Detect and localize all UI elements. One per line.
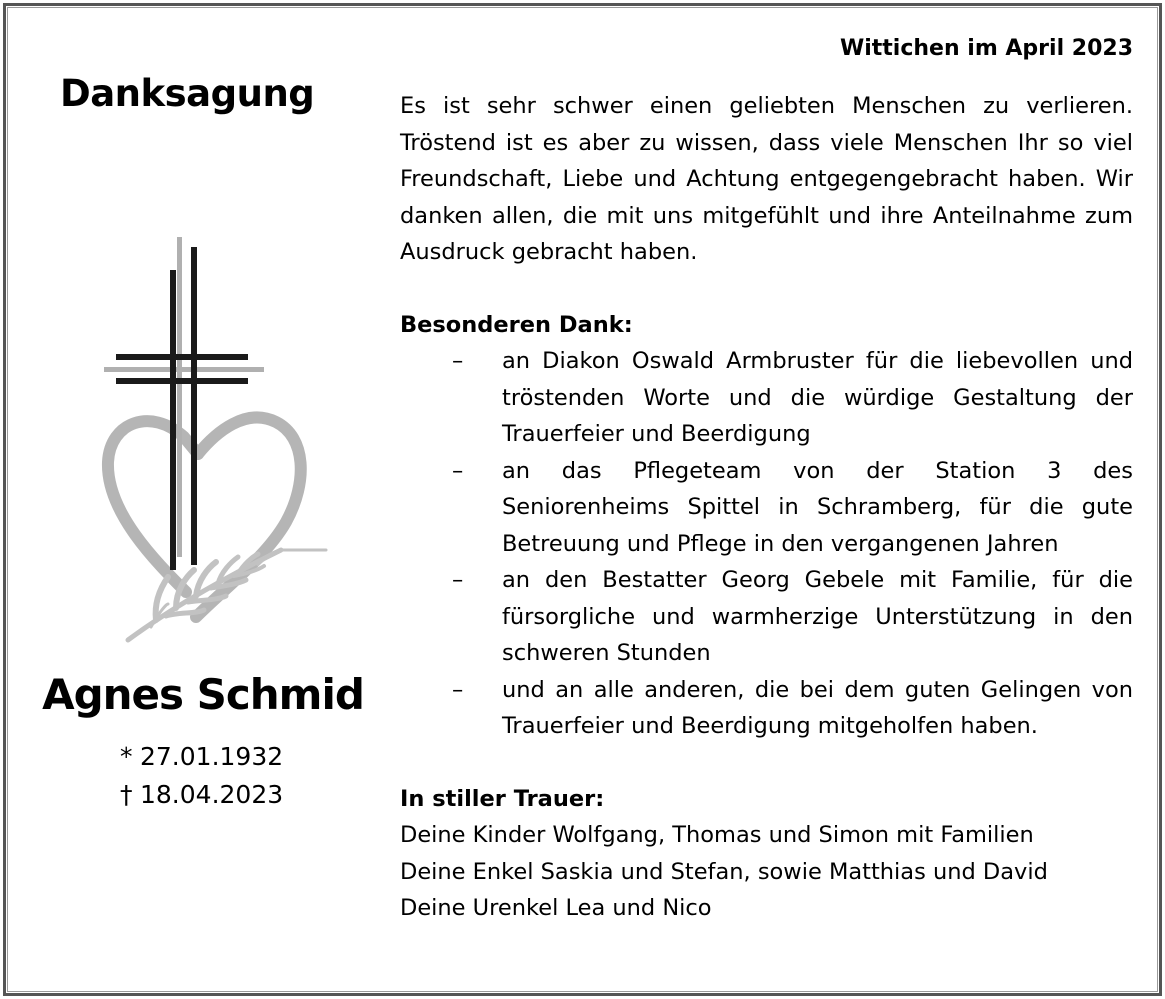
list-item-text: und an alle anderen, die bei dem guten Gelingen von Trauerfeier und Beerdigung mitgeholfen haben.	[502, 676, 1133, 739]
place-date: Wittichen im April 2023	[839, 36, 1133, 61]
death-symbol: †	[120, 780, 133, 809]
death-date: 18.04.2023	[140, 780, 284, 809]
cross-heart-palm-icon	[96, 232, 336, 652]
list-item-text: an Diakon Oswald Armbruster für die liebevollen und tröstenden Worte und die würdige Gestaltung der Trauerfeier und Beerdigung	[502, 348, 1133, 447]
dash-bullet: –	[452, 567, 464, 593]
dash-bullet: –	[452, 457, 464, 484]
list-item	[400, 453, 1133, 563]
life-dates	[120, 738, 283, 814]
birth-date-row	[120, 738, 283, 776]
heart-outline	[108, 421, 198, 592]
mourner-line-great-grandchildren: Deine Urenkel Lea und Nico	[400, 895, 712, 921]
page-title: Danksagung	[60, 72, 315, 115]
list-item-text: an das Pflegeteam von der Station 3 des Seniorenheims Spittel in Schramberg, für die gute Betreuung und Pflege in den vergangenen Jahren	[502, 457, 1133, 557]
cross-bar-vertical-left	[170, 270, 176, 570]
intro-paragraph: Es ist sehr schwer einen geliebten Menschen zu verlieren. Tröstend ist es aber zu wissen, dass viele Menschen Ihr so viel Freundschaft, Liebe und Achtung entgegengebracht haben. Wir danken allen, die mit uns mitgefühlt und ihre Anteilnahme zum Ausdruck gebracht haben.	[400, 93, 1133, 265]
list-item	[400, 343, 1133, 453]
mourner-line-grandchildren: Deine Enkel Saskia und Stefan, sowie Matthias und David	[400, 858, 1048, 885]
list-item	[400, 672, 1133, 745]
thanks-list	[400, 343, 1133, 745]
special-thanks-heading: Besonderen Dank:	[400, 311, 633, 338]
main-text	[400, 88, 1133, 927]
mourning-heading: In stiller Trauer:	[400, 785, 605, 812]
cross-bar-vertical-right	[191, 247, 197, 565]
dash-bullet: –	[452, 348, 464, 374]
cross-bar-horizontal-top	[116, 354, 248, 360]
cross-bar-horizontal-bottom	[116, 378, 248, 384]
list-item-text: an den Bestatter Georg Gebele mit Familie, für die fürsorgliche und warmherzige Unterstützung in den schweren Stunden	[502, 567, 1133, 666]
birth-date: 27.01.1932	[140, 742, 284, 771]
list-item	[400, 562, 1133, 672]
dash-bullet: –	[452, 676, 464, 703]
death-date-row	[120, 776, 283, 814]
mourner-line-children: Deine Kinder Wolfgang, Thomas und Simon mit Familien	[400, 822, 1034, 848]
mourners-list	[400, 817, 1133, 927]
birth-symbol: *	[120, 742, 133, 771]
deceased-name: Agnes Schmid	[42, 670, 364, 719]
